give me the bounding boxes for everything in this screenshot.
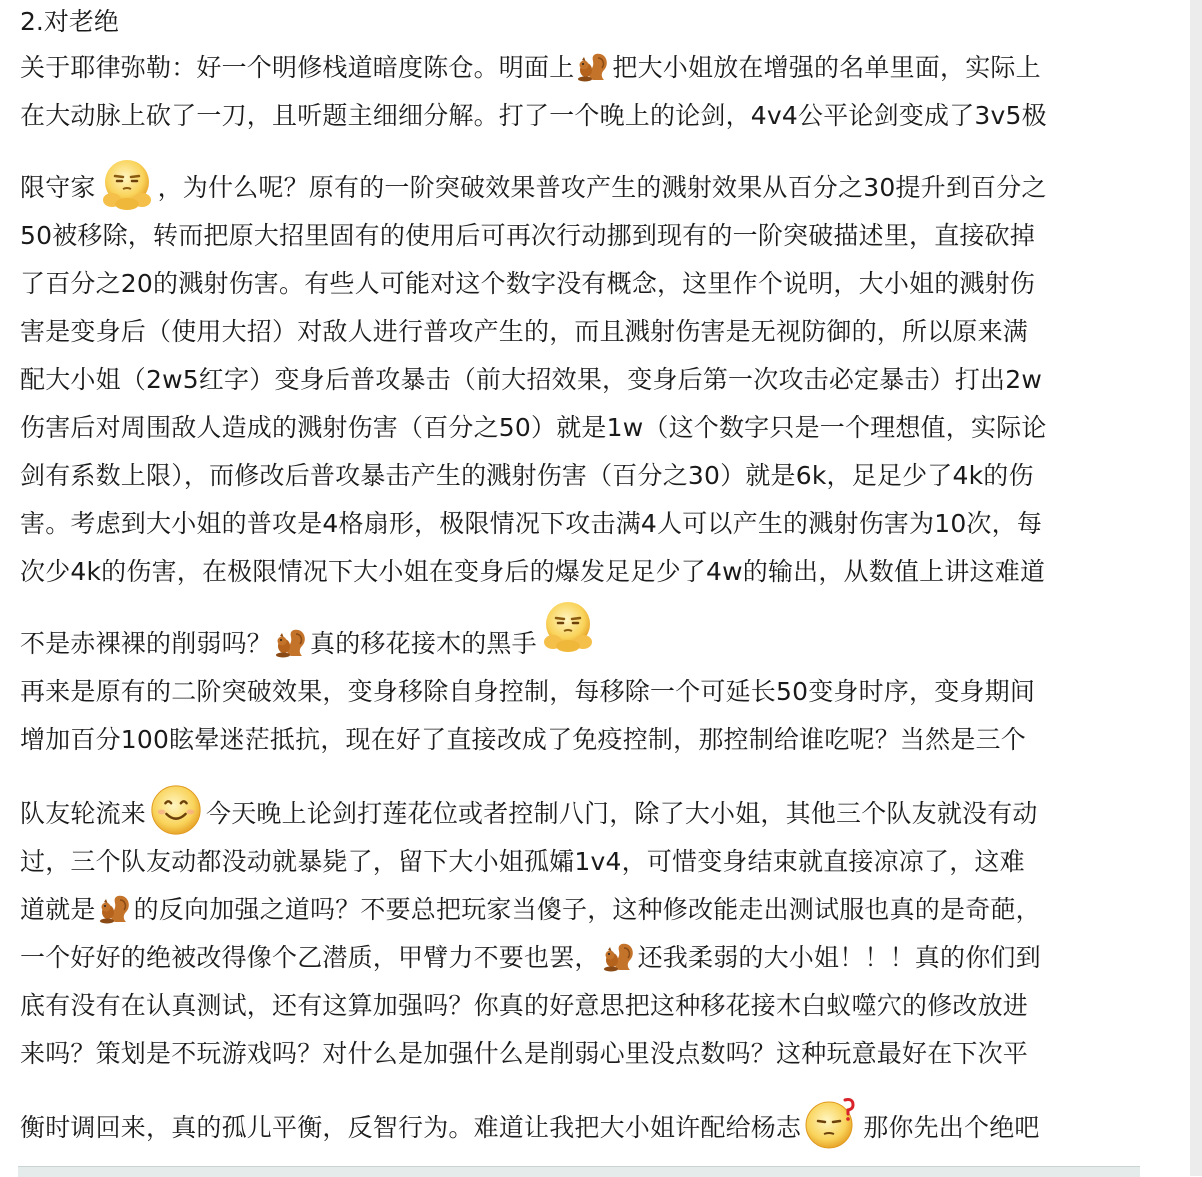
bottom-frame-edge [18,1166,1140,1177]
text-segment: 剑有系数上限），而修改后普攻暴击产生的溅射伤害（百分之30）就是6k，足足少了4k的伤 [20,461,1034,490]
smiling-face-icon [148,782,204,838]
text-segment: 的反向加强之道吗？不要总把玩家当傻子，这种修改能走出测试服也真的是奇葩， [133,895,1041,924]
text-segment: 过，三个队友动都没动就暴毙了，留下大小姐孤孀1v4，可惜变身结束就直接凉凉了，这难 [20,847,1025,876]
squirrel-icon [98,892,132,926]
text-segment: 害。考虑到大小姐的普攻是4格扇形，极限情况下攻击满4人可以产生的溅射伤害为10次，每 [20,509,1043,538]
text-segment: 增加百分100眩晕迷茫抵抗，现在好了直接改成了免疫控制，那控制给谁吃呢？当然是三个 [20,725,1026,754]
text-line [20,982,1170,1030]
text-line [20,1030,1170,1078]
text-line [20,92,1170,140]
text-line [20,140,1170,212]
text-segment: 限守家 [20,173,96,202]
text-line [20,886,1170,934]
text-line [20,716,1170,764]
text-line [20,452,1170,500]
text-line [20,764,1170,838]
text-segment: 不是赤裸裸的削弱吗？ [20,629,273,658]
text-segment: 衡时调回来，真的孤儿平衡，反智行为。难道让我把大小姐许配给杨志 [20,1113,802,1142]
text-segment: 今天晚上论剑打莲花位或者控制八门，除了大小姐，其他三个队友就没有动 [206,799,1038,828]
text-line [20,548,1170,596]
text-segment: 那你先出个绝吧 [863,1113,1040,1142]
text-segment: 来吗？策划是不玩游戏吗？对什么是加强什么是削弱心里没点数吗？这种玩意最好在下次平 [20,1039,1029,1068]
text-line [20,404,1170,452]
text-line [20,500,1170,548]
text-line [20,596,1170,668]
text-segment: 了百分之20的溅射伤害。有些人可能对这个数字没有概念，这里作个说明，大小姐的溅射伤 [20,269,1036,298]
text-segment: 次少4k的伤害，在极限情况下大小姐在变身后的爆发足足少了4w的输出，从数值上讲这难道 [20,557,1046,586]
text-segment: 把大小姐放在增强的名单里面，实际上 [612,53,1041,82]
text-segment: 配大小姐（2w5红字）变身后普攻暴击（前大招效果，变身后第一次攻击必定暴击）打出2w [20,365,1043,394]
squirrel-icon [576,50,610,84]
text-segment: 害是变身后（使用大招）对敌人进行普攻产生的，而且溅射伤害是无视防御的，所以原来满 [20,317,1029,346]
text-segment: ，为什么呢？原有的一阶突破效果普攻产生的溅射效果从百分之30提升到百分之 [157,173,1047,202]
text-line [20,44,1170,92]
confused-face-icon [803,1094,861,1152]
text-line [20,934,1170,982]
post-body [20,0,1170,1152]
text-line [20,308,1170,356]
text-segment: 队友轮流来 [20,799,147,828]
text-line [20,838,1170,886]
squirrel-icon [274,626,308,660]
text-line [20,1078,1170,1152]
section-heading: 2.对老绝 [20,7,119,36]
smirking-face-icon [539,596,597,654]
text-line [20,260,1170,308]
text-segment: 再来是原有的二阶突破效果，变身移除自身控制，每移除一个可延长50变身时序，变身期间 [20,677,1036,706]
text-segment: 关于耶律弥勒：好一个明修栈道暗度陈仓。明面上 [20,53,575,82]
text-segment: 伤害后对周围敌人造成的溅射伤害（百分之50）就是1w（这个数字只是一个理想值，实际论 [20,413,1047,442]
text-line [20,212,1170,260]
text-segment: 底有没有在认真测试，还有这算加强吗？你真的好意思把这种移花接木白蚁噬穴的修改放进 [20,991,1029,1020]
text-segment: 道就是 [20,895,96,924]
text-line [20,356,1170,404]
text-segment: 一个好好的绝被改得像个乙潜质，甲臂力不要也罢， [20,943,600,972]
text-line [20,668,1170,716]
right-scroll-rule [1190,0,1202,1176]
text-segment: 50被移除，转而把原大招里固有的使用后可再次行动挪到现有的一阶突破描述里，直接砍掉 [20,221,1036,250]
text-segment: 还我柔弱的大小姐！！！真的你们到 [637,943,1041,972]
text-segment: 真的移花接木的黑手 [310,629,537,658]
squirrel-icon [602,940,636,974]
text-segment: 在大动脉上砍了一刀，且听题主细细分解。打了一个晚上的论剑，4v4公平论剑变成了3v5极 [20,101,1047,130]
smirking-face-icon [98,154,156,212]
